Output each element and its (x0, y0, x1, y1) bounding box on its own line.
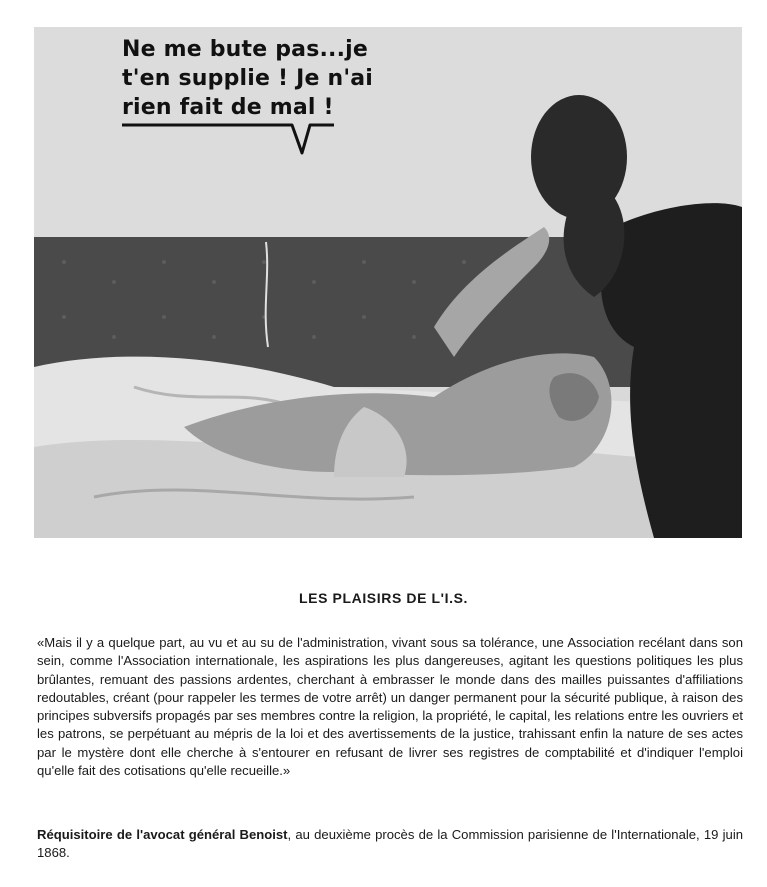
caption-title: LES PLAISIRS DE L'I.S. (299, 590, 468, 606)
balloon-line: Ne me bute pas...je (122, 37, 369, 62)
citation-author: Réquisitoire de l'avocat général Benoist (37, 827, 288, 842)
citation-detail: , au deuxième procès de la Commission parisienne de l'Internationale, 19 juin 1868. (37, 827, 744, 861)
balloon-line: t'en supplie ! Je n'ai (122, 66, 374, 91)
speech-balloon (122, 35, 422, 122)
photograph (34, 27, 742, 538)
source-citation (37, 826, 743, 863)
balloon-line: rien fait de mal ! (122, 95, 334, 120)
quote-paragraph: «Mais il y a quelque part, au vu et au su de l'administration, vivant sous sa tolérance, une Association recélant dans son sein, comme l'Association internationale, les aspirations les plus dangereuses, agitant les questions politiques les plus brûlantes, remuant des passions ardentes, cherchant à embrasser le monde dans des mailles puissantes d'affiliations redoutables, créant (pour rappeler les termes de votre arrêt) un danger permanent pour la sécurité publique, à raison des principes subversifs propagés par ses membres contre la religion, la propriété, le capital, les relations entre les ouvriers et les patrons, se perpétuant au mépris de la loi et des avertissements de la justice, trahissant enfin la nature de ses actes par le mystère dont elle cherche à s'entourer en refusant de livrer ses registres de comptabilité et d'indiquer l'emploi qu'elle fait des cotisations qu'elle recueille.» (37, 635, 743, 779)
